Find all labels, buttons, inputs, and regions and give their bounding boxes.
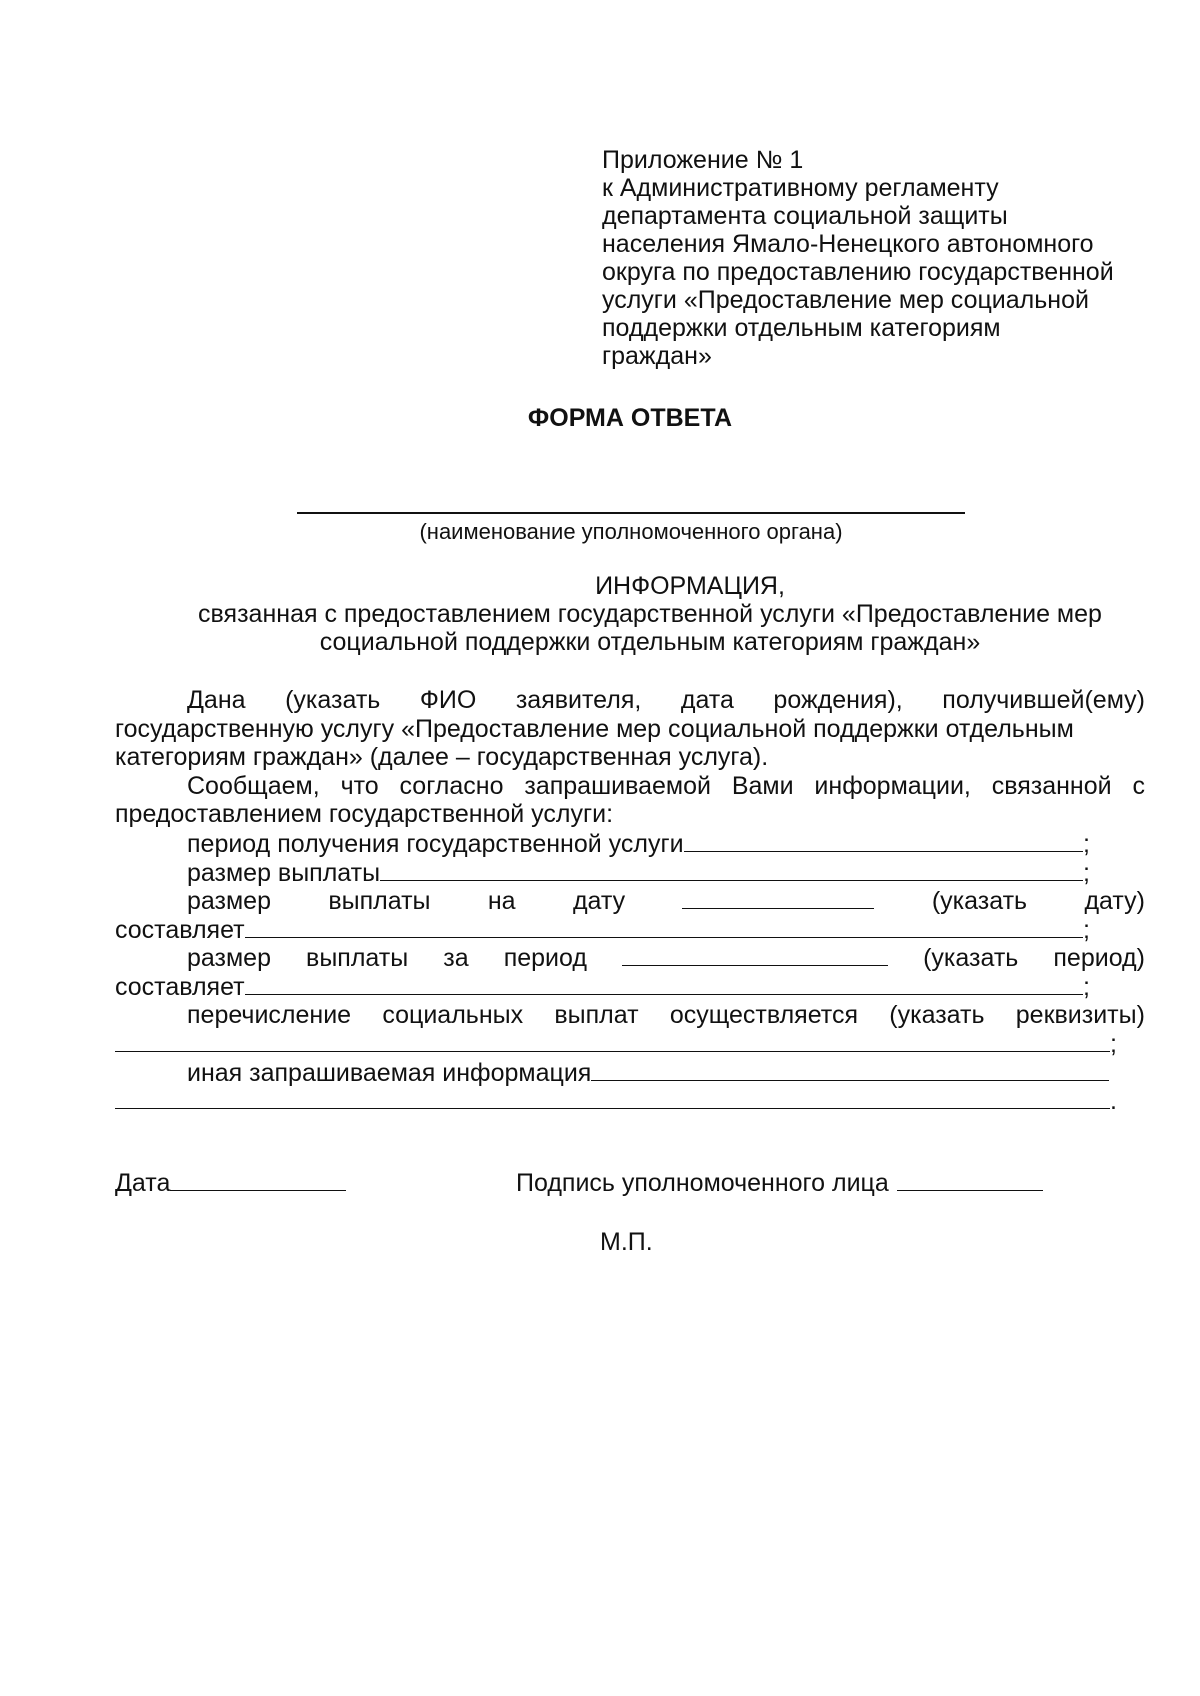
word: за	[443, 944, 469, 973]
paragraph-1-line-1	[115, 686, 1145, 715]
word: Вами	[731, 771, 794, 800]
semicolon: ;	[1083, 858, 1090, 887]
period-field-line[interactable]	[622, 943, 888, 966]
word: реквизиты)	[1015, 1000, 1145, 1029]
semicolon: ;	[1110, 1030, 1117, 1059]
body-text	[115, 686, 1145, 1115]
semicolon: ;	[1083, 829, 1090, 858]
period-field-line[interactable]	[684, 829, 1083, 852]
word: выплаты	[328, 887, 431, 916]
word: размер	[187, 944, 271, 973]
stamp-mark: М.П.	[600, 1228, 653, 1256]
word: связанной	[991, 771, 1112, 800]
date-input-line[interactable]	[170, 1168, 346, 1191]
word: дату	[572, 887, 626, 916]
word: что	[340, 771, 379, 800]
word: Дана	[187, 686, 246, 714]
transfer-details-line[interactable]	[115, 1029, 1110, 1052]
word: осуществляется	[669, 1000, 858, 1029]
payment-on-date-amount-row	[115, 915, 1145, 944]
signature-field	[516, 1168, 1043, 1197]
form-title: ФОРМА ОТВЕТА	[527, 404, 733, 432]
signature-input-line[interactable]	[897, 1168, 1043, 1191]
signature-label: Подпись уполномоченного лица	[516, 1169, 889, 1197]
payment-field-row	[115, 858, 1145, 887]
info-heading: ИНФОРМАЦИЯ,	[595, 572, 785, 600]
payment-field-line[interactable]	[380, 858, 1083, 881]
info-subtitle-line: связанная с предоставлением государственной услуги «Предоставление мер	[198, 600, 1102, 628]
appendix-line: граждан»	[602, 342, 712, 370]
word: с	[1132, 771, 1145, 800]
word: согласно	[399, 771, 504, 800]
word: Сообщаем,	[187, 771, 320, 800]
date-field-line[interactable]	[682, 886, 874, 909]
other-info-continuation-line[interactable]	[115, 1086, 1110, 1109]
word: информации,	[814, 771, 971, 800]
payment-for-period-amount-row	[115, 972, 1145, 1001]
payment-for-period-amount-line[interactable]	[245, 972, 1083, 995]
paragraph-1-line-2: государственную услугу «Предоставление мер социальной поддержки отдельным	[115, 714, 1074, 743]
word: период	[503, 944, 587, 973]
appendix-line: услуги «Предоставление мер социальной	[602, 286, 1089, 314]
word: дата	[680, 686, 734, 714]
payment-for-period-row	[115, 943, 1145, 972]
word: размер	[187, 887, 271, 916]
authority-name-caption: (наименование уполномоченного органа)	[419, 519, 843, 544]
appendix-line: департамента социальной защиты	[602, 202, 1008, 230]
word: перечисление	[187, 1000, 352, 1029]
word: ФИО	[419, 686, 477, 714]
word: дату)	[1084, 887, 1145, 916]
word: (указать	[923, 944, 1019, 973]
appendix-line: населения Ямало-Ненецкого автономного	[602, 230, 1094, 258]
word: выплат	[554, 1000, 639, 1029]
other-info-row	[115, 1058, 1145, 1087]
appendix-line: округа по предоставлению государственной	[602, 258, 1114, 286]
payment-on-date-amount-line[interactable]	[245, 915, 1083, 938]
other-info-line[interactable]	[591, 1058, 1109, 1081]
word: социальных	[382, 1000, 524, 1029]
transfer-row	[115, 1001, 1145, 1030]
composes-label: составляет	[115, 972, 245, 1001]
composes-label: составляет	[115, 915, 245, 944]
transfer-details-row	[115, 1029, 1145, 1058]
word: заявителя,	[515, 686, 642, 714]
payment-on-date-row	[115, 886, 1145, 915]
paragraph-1-line-3: категориям граждан» (далее – государственная услуга).	[115, 743, 769, 772]
period-field-label: период получения государственной услуги	[187, 829, 684, 858]
authority-name-line	[297, 512, 965, 514]
word: на	[487, 887, 516, 916]
word: получившей(ему)	[942, 686, 1145, 714]
payment-field-label: размер выплаты	[187, 858, 381, 887]
semicolon: ;	[1083, 915, 1090, 944]
appendix-block	[602, 146, 1162, 370]
word: период)	[1053, 944, 1145, 973]
appendix-line: Приложение № 1	[602, 146, 804, 174]
word: (указать	[889, 1000, 985, 1029]
appendix-line: поддержки отдельным категориям	[602, 314, 1001, 342]
date-label: Дата	[115, 1169, 171, 1197]
semicolon: ;	[1083, 972, 1090, 1001]
period-field-row	[115, 829, 1145, 858]
paragraph-2-line-1	[115, 772, 1145, 801]
info-subtitle	[150, 600, 1150, 656]
period-mark: .	[1110, 1087, 1117, 1116]
other-info-label: иная запрашиваемая информация	[187, 1058, 592, 1087]
other-info-continuation-row	[115, 1086, 1145, 1115]
info-subtitle-line: социальной поддержки отдельным категориям граждан»	[319, 628, 981, 656]
date-field	[115, 1168, 346, 1197]
word: запрашиваемой	[524, 771, 711, 800]
paragraph-2-line-2: предоставлением государственной услуги:	[115, 800, 614, 829]
word: (указать	[285, 686, 381, 714]
word: (указать	[931, 887, 1028, 916]
word: рождения),	[773, 686, 903, 714]
word: выплаты	[306, 944, 409, 973]
appendix-line: к Административному регламенту	[602, 174, 999, 202]
